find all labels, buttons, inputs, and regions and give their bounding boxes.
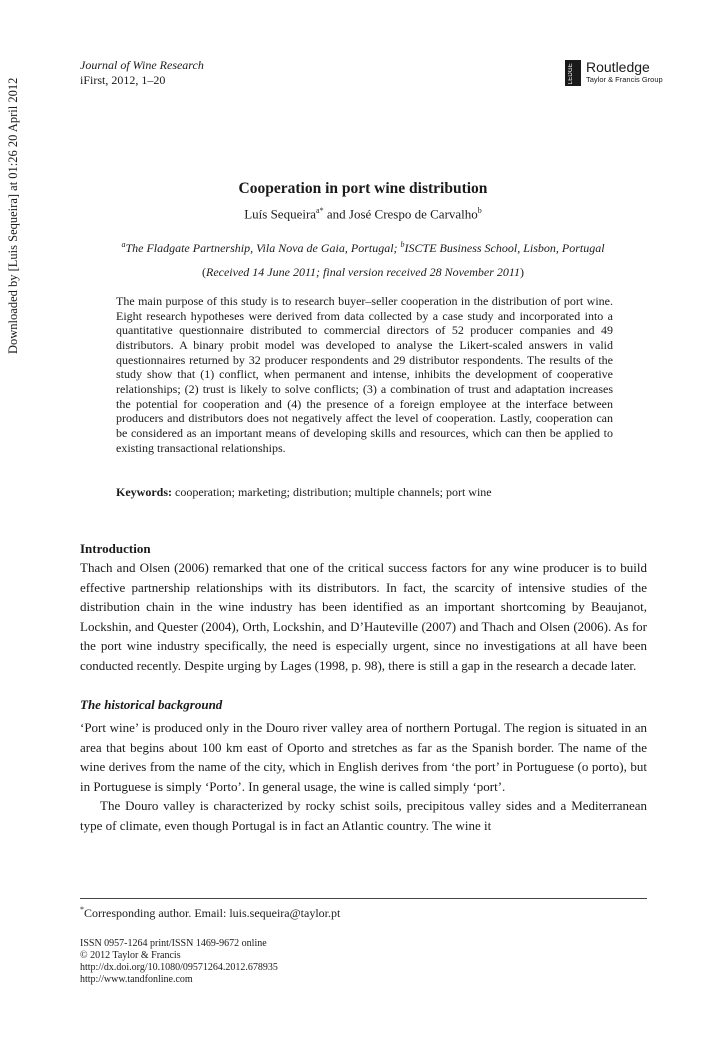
affil-a-mark: a <box>121 240 126 249</box>
section-heading-historical-background: The historical background <box>80 697 223 712</box>
footnote-divider <box>80 898 647 899</box>
keywords-label: Keywords: <box>116 485 172 499</box>
publisher-name: Routledge <box>586 59 650 75</box>
author-line <box>80 206 646 222</box>
affil-b-mark: b <box>400 240 405 249</box>
issn-line: ISSN 0957-1264 print/ISSN 1469-9672 online <box>80 938 267 949</box>
journal-header <box>80 58 204 88</box>
routledge-logo <box>565 59 680 103</box>
paragraph-introduction: Thach and Olsen (2006) remarked that one of the critical success factors for any wine producer is to build effective partnership relationships with its distributors. In fact, the scarcity of intensive studies of the distribution chain in the wine industry has been identified as an important shortcoming by Beaujanot, Lockshin, and Quester (2004), Orth, Lockshin, and D’Hauteville (2007) and Thach and Olsen (2006). As for the port wine industry specifically, the need is especially urgent, since no investigations at all have been conducted recently. Despite urging by Lages (1998, p. 98), there is still a gap in the research a decade later. <box>80 560 647 673</box>
doi-link[interactable]: http://dx.doi.org/10.1080/09571264.2012.678935 <box>80 962 278 973</box>
footnote-mark: * <box>80 905 84 914</box>
section-heading-introduction: Introduction <box>80 541 151 556</box>
routledge-logo-icon: ROUTLEDGE <box>565 60 581 86</box>
author-1: Luís Sequeira <box>244 206 317 222</box>
affil-a: The Fladgate Partnership, Vila Nova de Gaia, Portugal; <box>125 241 401 255</box>
issue-line: iFirst, 2012, 1–20 <box>80 73 166 87</box>
copyright-line: © 2012 Taylor & Francis <box>80 950 181 961</box>
keywords <box>116 485 613 500</box>
article-title: Cooperation in port wine distribution <box>238 180 488 197</box>
footnote-text: Corresponding author. Email: luis.sequeira@taylor.pt <box>84 906 341 920</box>
footnote <box>80 905 340 921</box>
website-link[interactable]: http://www.tandfonline.com <box>80 974 193 985</box>
author-2-marks: b <box>477 206 482 215</box>
author-and: and <box>323 206 349 222</box>
received-text: Received 14 June 2011; final version received 28 November 2011 <box>206 265 520 279</box>
received-dates: (Received 14 June 2011; final version received 28 November 2011) <box>202 265 524 279</box>
abstract: The main purpose of this study is to research buyer–seller cooperation in the distribution of port wine. Eight research hypotheses were derived from data collected by a case study and incorporated into a quantitative questionnaire distributed to commercial directors of 52 producer companies and 49 distributors. A binary probit model was developed to analyse the Likert-scaled answers in valid questionnaires returned by 32 producer respondents and 29 distributor respondents. The results of the study show that (1) conflict, when permanent and intense, inhibits the development of cooperative relationships; (2) trust is likely to solve conflicts; (3) a combination of trust and adaptation increases the potential for cooperation and (4) the presence of a foreign employee at the interface between producers and distributors does not negatively affect the level of cooperation. Lastly, cooperation can be considered as an important means of developing skills and resources, which can then be applied to existing transactional relationships. <box>116 294 613 455</box>
paragraph-historical-2: The Douro valley is characterized by rocky schist soils, precipitous valley sides and a Mediterranean type of climate, even though Portugal is in fact an Atlantic country. The wine it <box>80 798 647 833</box>
publisher-group: Taylor & Francis Group <box>586 75 663 84</box>
download-note: Downloaded by [Luis Sequeira] at 01:26 20 April 2012 <box>6 77 20 354</box>
publication-info <box>80 938 278 986</box>
author-2: José Crespo de Carvalho <box>348 206 478 222</box>
journal-name: Journal of Wine Research <box>80 58 204 72</box>
keywords-list: cooperation; marketing; distribution; multiple channels; port wine <box>172 485 492 499</box>
author-1-marks: a* <box>316 206 324 215</box>
affil-b: ISCTE Business School, Lisbon, Portugal <box>404 241 605 255</box>
paragraph-historical-1: ‘Port wine’ is produced only in the Douro river valley area of northern Portugal. The region is situated in an area that begins about 100 km east of Oporto and stretches as far as the Spanish border. The name of the wine derives from the name of the city, which in English derives from ‘the port’ in Portuguese (o porto), but in Portuguese is simply ‘Porto’. In general usage, the wine is called simply ‘port’. <box>80 720 647 794</box>
affiliations <box>80 240 646 256</box>
